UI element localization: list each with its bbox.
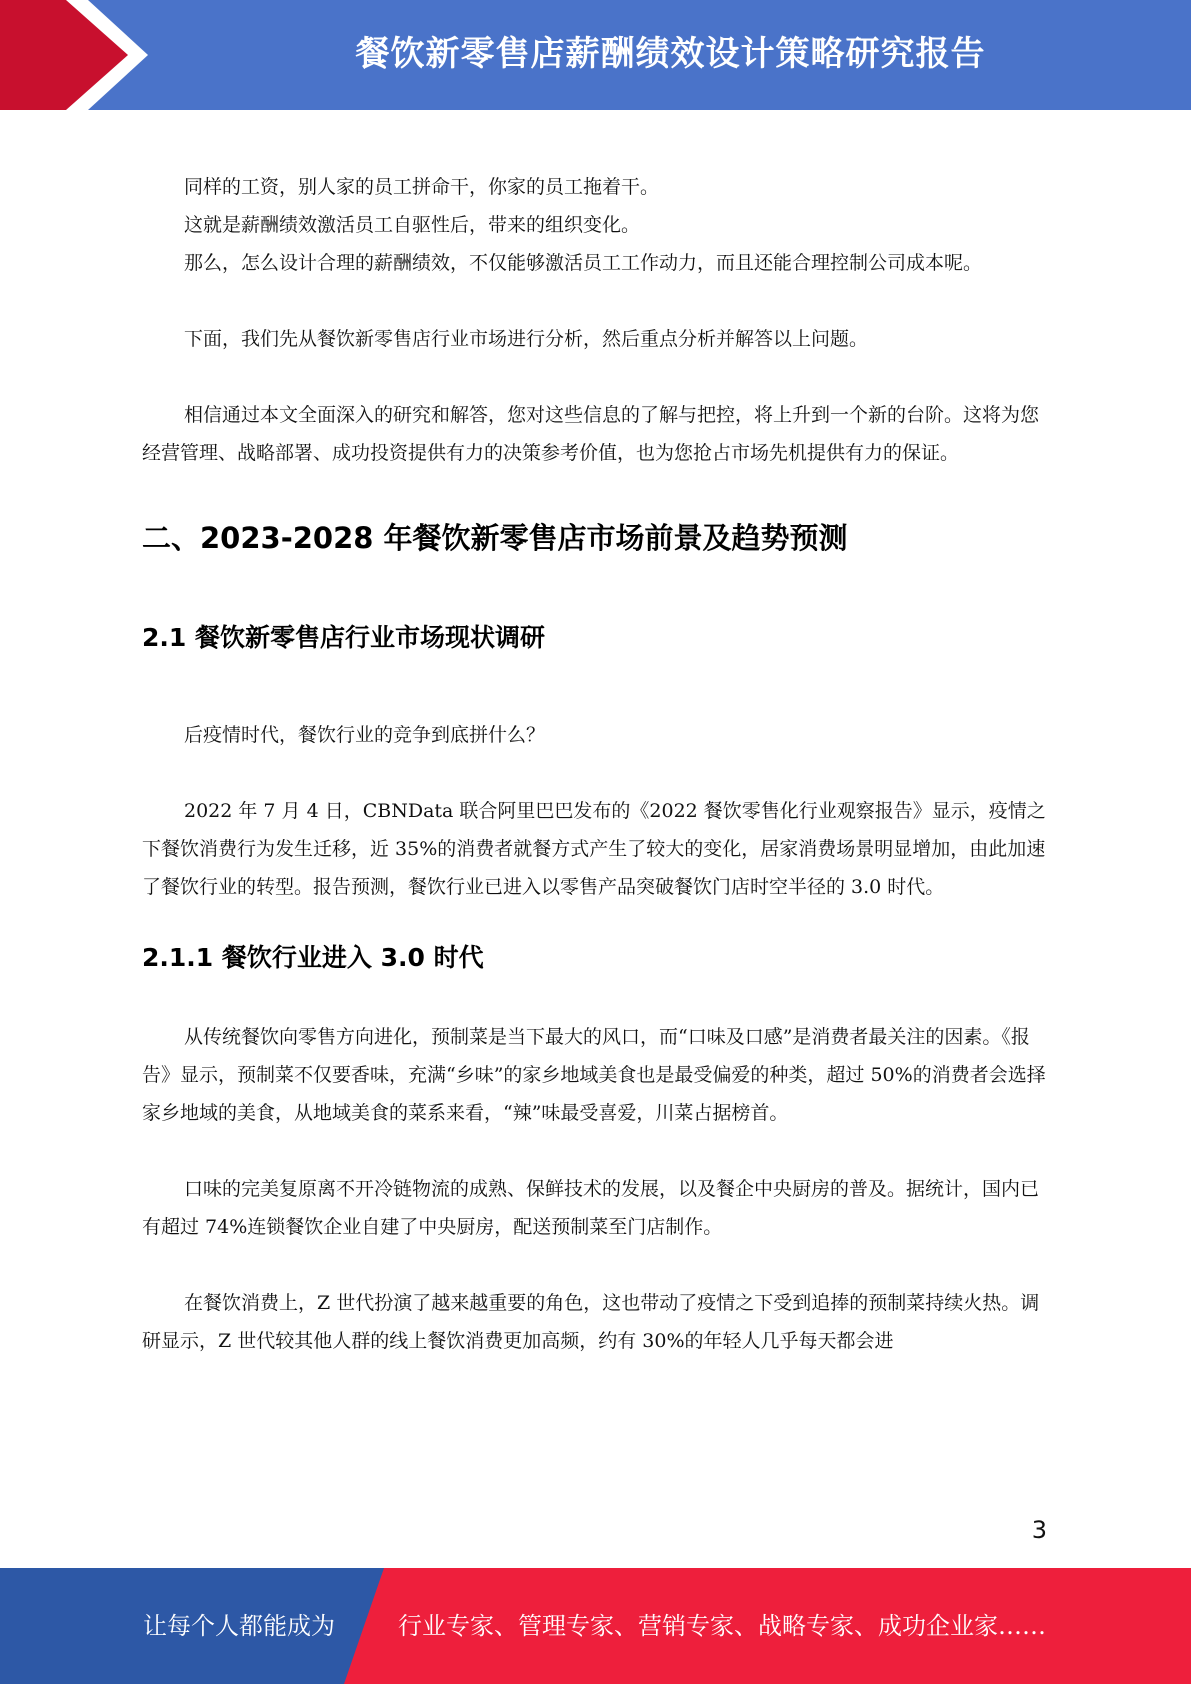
footer-slogan-left: 让每个人都能成为	[143, 1612, 335, 1640]
footer-slogan-right: 行业专家、管理专家、营销专家、战略专家、成功企业家……	[398, 1612, 1046, 1640]
document-title: 餐饮新零售店薪酬绩效设计策略研究报告	[355, 34, 986, 74]
subsection-heading: 2.1.1 餐饮行业进入 3.0 时代	[142, 943, 484, 972]
paragraph: 同样的工资，别人家的员工拼命干，你家的员工拖着干。	[184, 176, 660, 198]
paragraph: 那么，怎么设计合理的薪酬绩效，不仅能够激活员工工作动力，而且还能合理控制公司成本呢。	[184, 252, 983, 274]
paragraph: 在餐饮消费上，Z 世代扮演了越来越重要的角色，这也带动了疫情之下受到追捧的预制菜持续火热。调研显示，Z 世代较其他人群的线上餐饮消费更加高频，约有 30%的年轻人几乎每天都会进	[142, 1292, 1040, 1352]
paragraph: 后疫情时代，餐饮行业的竞争到底拼什么？	[184, 724, 546, 746]
page-number: 3	[1031, 1516, 1047, 1544]
paragraph: 下面，我们先从餐饮新零售店行业市场进行分析，然后重点分析并解答以上问题。	[184, 328, 869, 350]
paragraph: 从传统餐饮向零售方向进化，预制菜是当下最大的风口，而“口味及口感”是消费者最关注的因素。《报告》显示，预制菜不仅要香味，充满“乡味”的家乡地域美食也是最受偏爱的种类，超过 50%的消费者会选择家乡地域的美食，从地域美食的菜系来看，“辣”味最受喜爱，川菜占据榜首。	[142, 1026, 1046, 1124]
paragraph: 口味的完美复原离不开冷链物流的成熟、保鲜技术的发展，以及餐企中央厨房的普及。据统计，国内已有超过 74%连锁餐饮企业自建了中央厨房，配送预制菜至门店制作。	[142, 1178, 1040, 1238]
page-header	[0, 0, 1191, 110]
paragraph: 相信通过本文全面深入的研究和解答，您对这些信息的了解与把控，将上升到一个新的台阶。这将为您经营管理、战略部署、成功投资提供有力的决策参考价值，也为您抢占市场先机提供有力的保证。	[142, 404, 1040, 464]
paragraph: 这就是薪酬绩效激活员工自驱性后，带来的组织变化。	[184, 214, 641, 236]
document-body	[142, 168, 1047, 1360]
header-arrow-icon	[0, 0, 160, 110]
section-heading: 二、2023-2028 年餐饮新零售店市场前景及趋势预测	[142, 521, 848, 555]
subsection-heading: 2.1 餐饮新零售店行业市场现状调研	[142, 623, 545, 652]
paragraph: 2022 年 7 月 4 日，CBNData 联合阿里巴巴发布的《2022 餐饮零售化行业观察报告》显示，疫情之下餐饮消费行为发生迁移，近 35%的消费者就餐方式产生了较大的变化，居家消费场景明显增加，由此加速了餐饮行业的转型。报告预测，餐饮行业已进入以零售产品突破餐饮门店时空半径的 3.0 时代。	[142, 800, 1046, 898]
page-footer	[0, 1568, 1191, 1684]
